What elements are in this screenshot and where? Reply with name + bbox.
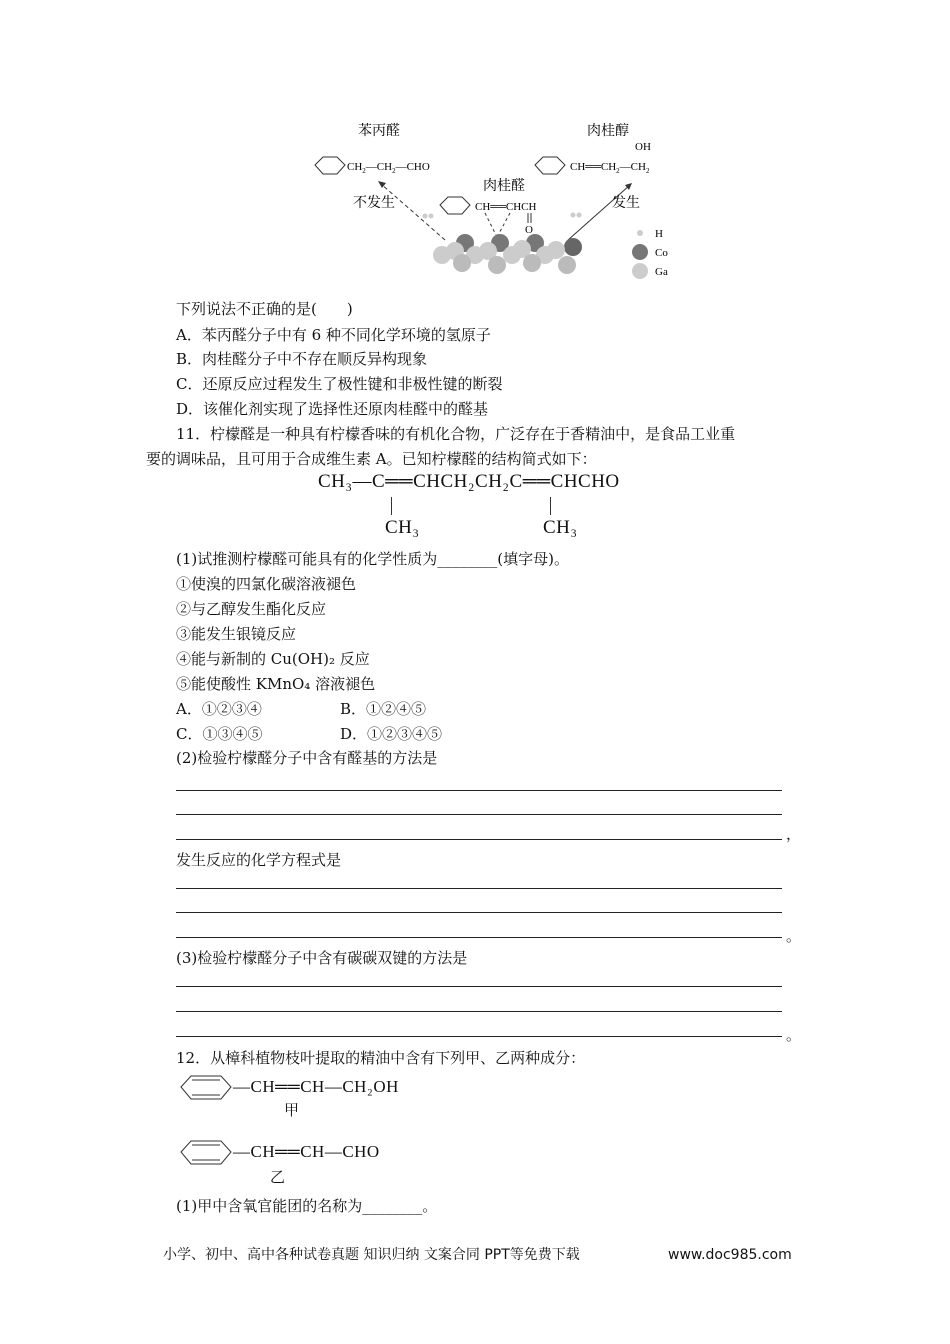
choice-d: D．①②③④⑤: [340, 725, 443, 743]
citral-formula: CH₃—C══CHCH₂CH₂C══CHCHO: [318, 471, 620, 492]
phenylpropanal-label: 苯丙醛: [358, 123, 400, 139]
catalyst-surface: [423, 213, 583, 275]
choice-a: A．①②③④: [176, 700, 262, 718]
property-5: ⑤能使酸性 KMnO₄ 溶液褪色: [176, 675, 376, 693]
cinnamyl-alcohol-formula: $CH══CH_2—CH_2$: [570, 161, 650, 175]
phenylpropanal-formula: $CH_2—CH_2—CHO$: [347, 161, 430, 175]
option-c: C．还原反应过程发生了极性键和非极性键的断裂: [176, 375, 503, 393]
svg-text:H: H: [655, 228, 663, 240]
answer-line: [176, 937, 782, 938]
answer-line: [176, 888, 782, 889]
period: 。: [786, 1026, 802, 1044]
benzene-ring-icon: [178, 1072, 238, 1104]
benzene-ring-icon: [315, 157, 345, 174]
choice-c: C．①③④⑤: [176, 725, 263, 743]
q11-part2b: 发生反应的化学方程式是: [176, 851, 342, 869]
catalyst-diagram: [300, 115, 680, 285]
option-b: B．肉桂醛分子中不存在顺反异构现象: [176, 350, 428, 368]
reaction-label: 发生: [612, 195, 640, 211]
property-4: ④能与新制的 Cu(OH)₂ 反应: [176, 650, 370, 668]
property-1: ①使溴的四氯化碳溶液褪色: [176, 575, 357, 593]
answer-line: [176, 986, 782, 987]
cinnamaldehyde-label: 肉桂醛: [483, 178, 525, 194]
legend: [632, 228, 668, 279]
option-a: A．苯丙醛分子中有 6 种不同化学环境的氢原子: [176, 326, 491, 344]
cinnamyl-alcohol-label: 肉桂醇: [587, 123, 629, 139]
period: 。: [786, 927, 802, 945]
property-3: ③能发生银镜反应: [176, 625, 297, 643]
cinnamaldehyde-formula: CH══CHCH: [475, 201, 537, 213]
q11-part3: (3)检验柠檬醛分子中含有碳碳双键的方法是: [176, 949, 468, 967]
svg-text:Co: Co: [655, 247, 668, 259]
yi-label: 乙: [270, 1168, 286, 1186]
answer-line: [176, 1036, 782, 1037]
question-10-stem: 下列说法不正确的是( ): [176, 300, 353, 318]
choice-b: B．①②④⑤: [340, 700, 427, 718]
question-12-line1: 12．从樟科植物枝叶提取的精油中含有下列甲、乙两种成分：: [176, 1049, 586, 1067]
jia-label: 甲: [284, 1101, 300, 1119]
svg-text:Ga: Ga: [655, 266, 668, 278]
q12-part1: (1)甲中含氧官能团的名称为________。: [176, 1197, 438, 1215]
question-11-line2: 要的调味品，且可用于合成维生素 A。已知柠檬醛的结构简式如下：: [146, 450, 597, 468]
dashed-arrow: [380, 183, 445, 240]
q11-part2: (2)检验柠檬醛分子中含有醛基的方法是: [176, 749, 438, 767]
arrow: [568, 185, 630, 240]
answer-line: [176, 839, 782, 840]
answer-line: [176, 790, 782, 791]
oxygen-label: O: [525, 224, 533, 236]
benzene-ring-icon: [178, 1137, 238, 1169]
footer-text: 小学、初中、高中各种试卷真题 知识归纳 文案合同 PPT等免费下载: [163, 1247, 580, 1263]
yi-formula: —CH══CH—CHO: [233, 1142, 380, 1161]
benzene-ring-icon: [535, 157, 565, 174]
answer-line: [176, 912, 782, 913]
question-11-line1: 11．柠檬醛是一种具有柠檬香味的有机化合物，广泛存在于香精油中，是食品工业重: [176, 425, 736, 443]
answer-line: [176, 814, 782, 815]
option-d: D．该催化剂实现了选择性还原肉桂醛中的醛基: [176, 400, 489, 418]
footer-site-link[interactable]: www.doc985.com: [668, 1247, 792, 1263]
methyl-branch-2: CH₃: [543, 517, 578, 538]
comma: ，: [786, 825, 802, 843]
jia-formula: —CH══CH—CH₂OH: [233, 1077, 399, 1096]
q11-part1: (1)试推测柠檬醛可能具有的化学性质为________(填字母)。: [176, 550, 569, 568]
property-2: ②与乙醇发生酯化反应: [176, 600, 327, 618]
methyl-branch-1: CH₃: [385, 517, 420, 538]
no-reaction-label: 不发生: [353, 195, 395, 211]
answer-line: [176, 1011, 782, 1012]
benzene-ring-icon: [440, 197, 470, 214]
oh-label: OH: [635, 141, 651, 153]
